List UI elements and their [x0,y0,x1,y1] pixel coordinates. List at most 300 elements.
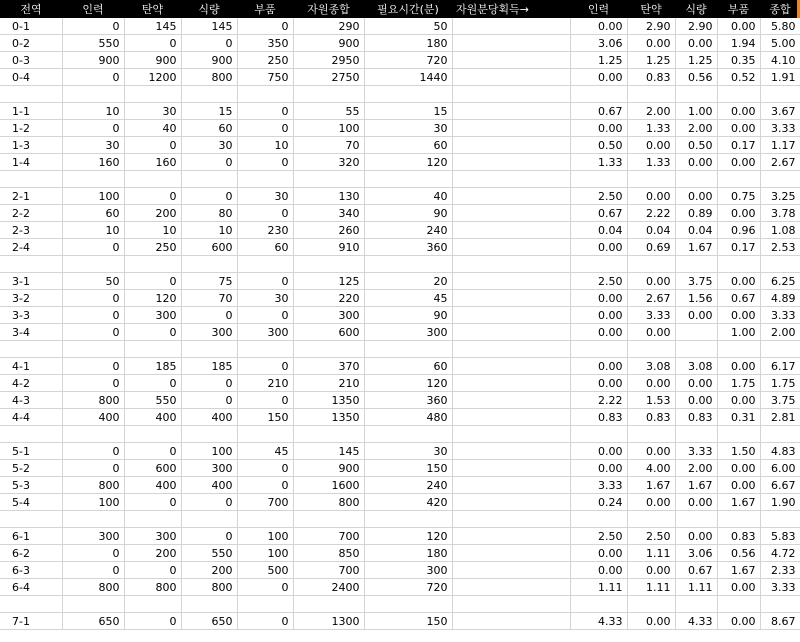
table-cell[interactable]: 1.50 [717,443,760,460]
table-cell[interactable]: 0 [237,205,293,222]
stage-cell[interactable]: 0-4 [0,69,62,86]
stage-cell[interactable]: 1-1 [0,103,62,120]
table-cell[interactable]: 400 [181,477,237,494]
table-cell[interactable] [293,86,364,103]
table-cell[interactable]: 0.00 [570,307,627,324]
table-cell[interactable]: 1.56 [675,290,717,307]
table-cell[interactable]: 300 [364,324,452,341]
table-cell[interactable]: 1.67 [717,562,760,579]
table-cell[interactable]: 300 [181,324,237,341]
stage-cell[interactable] [0,596,62,613]
table-cell[interactable]: 6.67 [760,477,800,494]
table-cell[interactable] [452,596,570,613]
table-cell[interactable]: 290 [293,18,364,35]
stage-cell[interactable]: 5-3 [0,477,62,494]
table-cell[interactable] [124,171,181,188]
table-cell[interactable] [364,511,452,528]
table-cell[interactable] [452,613,570,630]
table-cell[interactable]: 0.00 [570,290,627,307]
table-cell[interactable]: 0.67 [570,103,627,120]
table-cell[interactable] [452,443,570,460]
table-cell[interactable]: 30 [237,290,293,307]
table-cell[interactable]: 500 [237,562,293,579]
table-cell[interactable]: 0.00 [717,120,760,137]
table-cell[interactable]: 0.00 [570,562,627,579]
table-cell[interactable]: 0 [181,392,237,409]
table-cell[interactable]: 0.00 [570,69,627,86]
table-cell[interactable] [293,511,364,528]
table-cell[interactable]: 0.67 [717,290,760,307]
table-cell[interactable]: 1.11 [627,545,675,562]
table-cell[interactable] [452,69,570,86]
table-cell[interactable]: 0 [62,324,124,341]
table-cell[interactable] [760,171,800,188]
table-cell[interactable]: 750 [237,69,293,86]
table-cell[interactable] [452,477,570,494]
table-cell[interactable] [62,511,124,528]
table-cell[interactable]: 185 [181,358,237,375]
stage-cell[interactable]: 4-3 [0,392,62,409]
table-cell[interactable]: 700 [237,494,293,511]
table-cell[interactable] [675,511,717,528]
table-cell[interactable]: 1350 [293,392,364,409]
table-cell[interactable]: 1200 [124,69,181,86]
table-cell[interactable]: 5.80 [760,18,800,35]
column-header[interactable]: 인력 [570,0,627,18]
table-cell[interactable]: 0 [62,18,124,35]
table-cell[interactable]: 120 [364,375,452,392]
table-cell[interactable]: 4.10 [760,52,800,69]
table-cell[interactable]: 2.67 [627,290,675,307]
table-cell[interactable]: 0.67 [675,562,717,579]
table-cell[interactable]: 2400 [293,579,364,596]
table-cell[interactable]: 160 [62,154,124,171]
table-cell[interactable] [452,290,570,307]
stage-cell[interactable] [0,171,62,188]
table-cell[interactable]: 300 [62,528,124,545]
table-cell[interactable]: 480 [364,409,452,426]
stage-cell[interactable]: 6-4 [0,579,62,596]
column-header[interactable]: 식량 [181,0,237,18]
stage-cell[interactable] [0,426,62,443]
table-cell[interactable]: 125 [293,273,364,290]
table-cell[interactable]: 80 [181,205,237,222]
table-cell[interactable]: 210 [293,375,364,392]
table-cell[interactable]: 60 [181,120,237,137]
table-cell[interactable]: 0 [237,392,293,409]
table-cell[interactable]: 1.67 [627,477,675,494]
table-cell[interactable]: 150 [237,409,293,426]
table-cell[interactable]: 0 [237,613,293,630]
table-cell[interactable]: 1.94 [717,35,760,52]
table-cell[interactable]: 180 [364,35,452,52]
table-cell[interactable] [452,375,570,392]
table-cell[interactable] [237,171,293,188]
stage-cell[interactable]: 2-1 [0,188,62,205]
table-cell[interactable]: 300 [181,460,237,477]
table-cell[interactable]: 2.00 [675,460,717,477]
table-cell[interactable] [760,511,800,528]
table-cell[interactable]: 0.00 [627,494,675,511]
table-cell[interactable]: 2.22 [627,205,675,222]
table-cell[interactable]: 0.00 [717,358,760,375]
table-cell[interactable]: 40 [364,188,452,205]
table-cell[interactable] [62,426,124,443]
stage-cell[interactable]: 4-1 [0,358,62,375]
table-cell[interactable] [237,426,293,443]
table-cell[interactable]: 0.00 [717,460,760,477]
table-cell[interactable] [452,52,570,69]
table-cell[interactable]: 3.08 [627,358,675,375]
table-cell[interactable]: 200 [181,562,237,579]
table-cell[interactable]: 0 [237,103,293,120]
table-cell[interactable]: 0.04 [570,222,627,239]
column-header[interactable]: 식량 [675,0,717,18]
table-cell[interactable]: 50 [364,18,452,35]
table-cell[interactable]: 15 [181,103,237,120]
table-cell[interactable]: 0.00 [570,358,627,375]
table-cell[interactable]: 3.67 [760,103,800,120]
table-cell[interactable]: 550 [124,392,181,409]
stage-cell[interactable]: 5-4 [0,494,62,511]
table-cell[interactable] [452,358,570,375]
stage-cell[interactable]: 2-4 [0,239,62,256]
table-cell[interactable] [452,205,570,222]
table-cell[interactable]: 1.11 [570,579,627,596]
stage-cell[interactable]: 4-2 [0,375,62,392]
table-cell[interactable]: 0.00 [627,273,675,290]
table-cell[interactable]: 800 [293,494,364,511]
table-cell[interactable]: 0.83 [717,528,760,545]
table-cell[interactable] [760,596,800,613]
table-cell[interactable] [717,171,760,188]
table-cell[interactable]: 210 [237,375,293,392]
stage-cell[interactable]: 3-3 [0,307,62,324]
table-cell[interactable]: 0.35 [717,52,760,69]
stage-cell[interactable]: 1-4 [0,154,62,171]
table-cell[interactable]: 150 [364,613,452,630]
table-cell[interactable]: 0 [124,562,181,579]
table-cell[interactable]: 2950 [293,52,364,69]
table-cell[interactable]: 300 [124,528,181,545]
table-cell[interactable]: 0 [124,375,181,392]
table-cell[interactable]: 600 [293,324,364,341]
table-cell[interactable] [181,256,237,273]
table-cell[interactable]: 0.83 [627,409,675,426]
table-cell[interactable] [237,86,293,103]
table-cell[interactable]: 0 [181,154,237,171]
table-cell[interactable] [760,86,800,103]
table-cell[interactable]: 150 [364,460,452,477]
table-cell[interactable]: 0.00 [570,324,627,341]
stage-cell[interactable] [0,256,62,273]
table-cell[interactable]: 220 [293,290,364,307]
table-cell[interactable] [364,596,452,613]
table-cell[interactable] [293,596,364,613]
table-cell[interactable]: 60 [237,239,293,256]
table-cell[interactable] [452,324,570,341]
table-cell[interactable]: 0.00 [717,579,760,596]
table-cell[interactable]: 30 [181,137,237,154]
table-cell[interactable]: 1.33 [570,154,627,171]
table-cell[interactable] [675,171,717,188]
table-cell[interactable] [237,341,293,358]
table-cell[interactable]: 3.78 [760,205,800,222]
table-cell[interactable]: 0.00 [675,528,717,545]
table-cell[interactable] [452,188,570,205]
table-cell[interactable] [570,171,627,188]
table-cell[interactable]: 910 [293,239,364,256]
table-cell[interactable]: 300 [124,307,181,324]
table-cell[interactable]: 0 [237,477,293,494]
table-cell[interactable] [452,239,570,256]
table-cell[interactable]: 800 [181,579,237,596]
table-cell[interactable]: 100 [293,120,364,137]
table-cell[interactable]: 4.33 [675,613,717,630]
table-cell[interactable]: 0.00 [627,188,675,205]
table-cell[interactable]: 0 [181,188,237,205]
table-cell[interactable]: 0.00 [675,375,717,392]
table-cell[interactable]: 120 [124,290,181,307]
table-cell[interactable] [181,596,237,613]
table-cell[interactable]: 1.33 [627,120,675,137]
table-cell[interactable]: 15 [364,103,452,120]
table-cell[interactable]: 20 [364,273,452,290]
table-cell[interactable]: 0.17 [717,137,760,154]
table-cell[interactable] [717,86,760,103]
table-cell[interactable]: 0.00 [627,613,675,630]
table-cell[interactable]: 0 [237,18,293,35]
stage-cell[interactable]: 3-2 [0,290,62,307]
table-cell[interactable]: 400 [62,409,124,426]
table-cell[interactable] [364,171,452,188]
table-cell[interactable]: 720 [364,579,452,596]
table-cell[interactable]: 0 [62,375,124,392]
table-cell[interactable] [570,511,627,528]
table-cell[interactable]: 360 [364,392,452,409]
table-cell[interactable]: 145 [181,18,237,35]
table-cell[interactable]: 100 [62,494,124,511]
table-cell[interactable]: 70 [293,137,364,154]
table-cell[interactable] [124,256,181,273]
table-cell[interactable]: 0 [124,273,181,290]
table-cell[interactable] [181,171,237,188]
table-cell[interactable]: 0 [62,562,124,579]
table-cell[interactable]: 0.00 [570,375,627,392]
table-cell[interactable]: 1.08 [760,222,800,239]
table-cell[interactable]: 5.00 [760,35,800,52]
table-cell[interactable]: 0 [237,120,293,137]
table-cell[interactable] [452,562,570,579]
table-cell[interactable]: 0 [124,613,181,630]
table-cell[interactable] [452,273,570,290]
table-cell[interactable]: 0.00 [675,307,717,324]
table-cell[interactable] [237,596,293,613]
table-cell[interactable] [62,171,124,188]
table-cell[interactable]: 60 [364,358,452,375]
table-cell[interactable]: 30 [364,120,452,137]
table-cell[interactable]: 1.00 [717,324,760,341]
stage-cell[interactable]: 6-3 [0,562,62,579]
table-cell[interactable]: 0.00 [627,562,675,579]
table-cell[interactable]: 1.67 [717,494,760,511]
stage-cell[interactable] [0,341,62,358]
table-cell[interactable] [124,426,181,443]
table-cell[interactable] [237,511,293,528]
stage-cell[interactable] [0,511,62,528]
table-cell[interactable]: 3.25 [760,188,800,205]
table-cell[interactable]: 0.00 [717,613,760,630]
table-cell[interactable]: 4.89 [760,290,800,307]
table-cell[interactable]: 1.25 [675,52,717,69]
table-cell[interactable] [452,392,570,409]
table-cell[interactable] [124,341,181,358]
table-cell[interactable]: 1.75 [760,375,800,392]
table-cell[interactable]: 2.81 [760,409,800,426]
table-cell[interactable] [675,426,717,443]
table-cell[interactable]: 600 [181,239,237,256]
table-cell[interactable] [675,341,717,358]
table-cell[interactable]: 3.33 [570,477,627,494]
table-cell[interactable] [760,256,800,273]
table-cell[interactable]: 0 [124,137,181,154]
table-cell[interactable]: 0.00 [675,35,717,52]
table-cell[interactable]: 2.50 [570,273,627,290]
table-cell[interactable]: 0.00 [570,460,627,477]
table-cell[interactable] [124,86,181,103]
stage-cell[interactable]: 1-2 [0,120,62,137]
table-cell[interactable]: 4.72 [760,545,800,562]
table-cell[interactable] [570,256,627,273]
table-cell[interactable]: 0.50 [675,137,717,154]
table-cell[interactable]: 800 [124,579,181,596]
table-cell[interactable] [760,341,800,358]
table-cell[interactable]: 1.11 [627,579,675,596]
table-cell[interactable] [452,528,570,545]
table-cell[interactable]: 900 [293,35,364,52]
table-cell[interactable]: 40 [124,120,181,137]
table-cell[interactable]: 0.56 [675,69,717,86]
table-cell[interactable]: 0.24 [570,494,627,511]
table-cell[interactable]: 360 [364,239,452,256]
table-cell[interactable] [181,426,237,443]
table-cell[interactable]: 8.67 [760,613,800,630]
table-cell[interactable]: 0.00 [717,477,760,494]
table-cell[interactable]: 0 [237,154,293,171]
table-cell[interactable]: 0.00 [717,18,760,35]
stage-cell[interactable]: 6-2 [0,545,62,562]
table-cell[interactable] [452,171,570,188]
table-cell[interactable]: 1.00 [675,103,717,120]
table-cell[interactable]: 1300 [293,613,364,630]
table-cell[interactable] [717,256,760,273]
table-cell[interactable] [181,86,237,103]
table-cell[interactable]: 0.69 [627,239,675,256]
table-cell[interactable]: 50 [62,273,124,290]
table-cell[interactable]: 0.00 [717,392,760,409]
table-cell[interactable]: 0 [237,307,293,324]
table-cell[interactable] [627,596,675,613]
stage-cell[interactable]: 2-3 [0,222,62,239]
table-cell[interactable]: 700 [293,528,364,545]
table-cell[interactable]: 0 [124,494,181,511]
table-cell[interactable] [62,86,124,103]
table-cell[interactable]: 2.53 [760,239,800,256]
table-cell[interactable]: 800 [62,477,124,494]
table-cell[interactable]: 3.75 [675,273,717,290]
table-cell[interactable]: 1.75 [717,375,760,392]
table-cell[interactable] [570,86,627,103]
table-cell[interactable] [675,596,717,613]
stage-cell[interactable]: 0-2 [0,35,62,52]
stage-cell[interactable]: 1-3 [0,137,62,154]
table-cell[interactable]: 100 [237,545,293,562]
table-cell[interactable]: 30 [364,443,452,460]
table-cell[interactable]: 0.00 [717,103,760,120]
table-cell[interactable] [293,341,364,358]
table-cell[interactable] [62,596,124,613]
table-cell[interactable]: 0.00 [627,35,675,52]
table-cell[interactable]: 160 [124,154,181,171]
table-cell[interactable]: 130 [293,188,364,205]
table-cell[interactable] [452,137,570,154]
column-header[interactable]: 탄약 [124,0,181,18]
stage-cell[interactable] [0,86,62,103]
column-header[interactable]: 자원종합 [293,0,364,18]
table-cell[interactable]: 1.67 [675,239,717,256]
stage-cell[interactable]: 6-1 [0,528,62,545]
table-cell[interactable]: 0 [62,358,124,375]
table-cell[interactable]: 6.17 [760,358,800,375]
table-cell[interactable]: 3.75 [760,392,800,409]
table-cell[interactable]: 0.00 [675,188,717,205]
table-cell[interactable]: 10 [62,222,124,239]
table-cell[interactable]: 55 [293,103,364,120]
table-cell[interactable]: 350 [237,35,293,52]
table-cell[interactable]: 3.33 [760,120,800,137]
stage-cell[interactable]: 5-1 [0,443,62,460]
table-cell[interactable]: 30 [237,188,293,205]
table-cell[interactable]: 0 [237,460,293,477]
table-cell[interactable]: 400 [124,409,181,426]
table-cell[interactable] [717,596,760,613]
table-cell[interactable]: 0.89 [675,205,717,222]
table-cell[interactable]: 1.25 [570,52,627,69]
table-cell[interactable]: 6.00 [760,460,800,477]
table-cell[interactable]: 1.53 [627,392,675,409]
table-cell[interactable]: 0 [62,443,124,460]
table-cell[interactable] [452,35,570,52]
table-cell[interactable]: 1.90 [760,494,800,511]
table-cell[interactable]: 10 [124,222,181,239]
table-cell[interactable]: 900 [181,52,237,69]
table-cell[interactable]: 0 [62,307,124,324]
table-cell[interactable]: 0.83 [675,409,717,426]
table-cell[interactable]: 100 [62,188,124,205]
stage-cell[interactable]: 7-1 [0,613,62,630]
table-cell[interactable]: 3.33 [675,443,717,460]
table-cell[interactable]: 0.67 [570,205,627,222]
table-cell[interactable]: 0.00 [570,545,627,562]
table-cell[interactable]: 0.00 [627,443,675,460]
table-cell[interactable]: 0.50 [570,137,627,154]
table-cell[interactable]: 420 [364,494,452,511]
table-cell[interactable]: 2.90 [627,18,675,35]
column-header[interactable]: 부품 [717,0,760,18]
table-cell[interactable] [452,222,570,239]
table-cell[interactable] [452,103,570,120]
table-cell[interactable]: 3.08 [675,358,717,375]
